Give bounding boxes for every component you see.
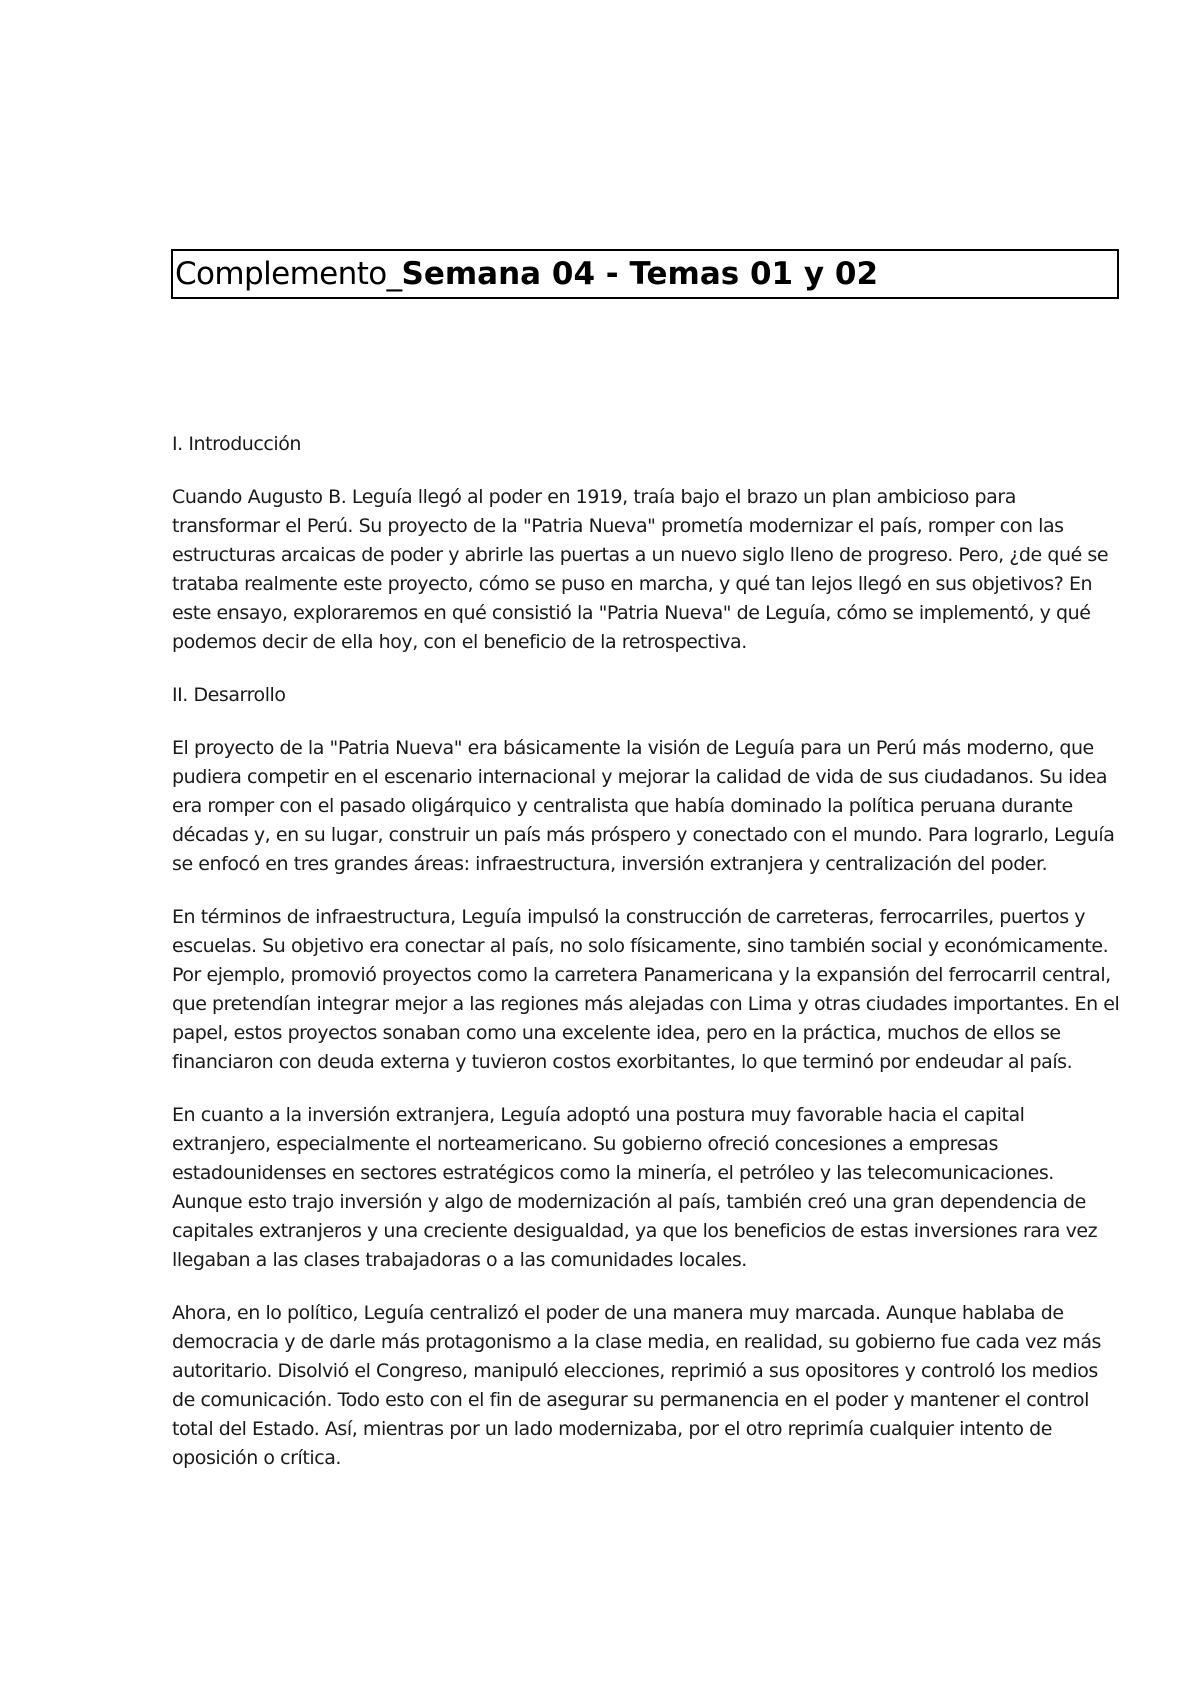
section-heading-desarrollo: II. Desarrollo	[172, 684, 286, 706]
paragraph: Cuando Augusto B. Leguía llegó al poder en 1919, traía bajo el brazo un plan ambicioso para transformar el Perú. Su proyecto de la "Patria Nueva" prometía modernizar el país, romper con las estructuras arcaicas de poder y abrirle las puertas a un nuevo siglo lleno de progreso. Pero, ¿de qué se trataba realmente este proyecto, cómo se puso en marcha, y qué tan lejos llegó en sus objetivos? En este ensayo, exploraremos en qué consistió la "Patria Nueva" de Leguía, cómo se implementó, y qué podemos decir de ella hoy, con el beneficio de la retrospectiva.	[172, 486, 1109, 653]
title-main: Semana 04 - Temas 01 y 02	[401, 256, 879, 292]
paragraph: El proyecto de la "Patria Nueva" era básicamente la visión de Leguía para un Perú más moderno, que pudiera competir en el escenario internacional y mejorar la calidad de vida de sus ciudadanos. Su idea era romper con el pasado oligárquico y centralista que había dominado la política peruana durante décadas y, en su lugar, construir un país más próspero y conectado con el mundo. Para lograrlo, Leguía se enfocó en tres grandes áreas: infraestructura, inversión extranjera y centralización del poder.	[172, 737, 1115, 875]
document-title	[171, 249, 1119, 299]
section-heading-introduccion: I. Introducción	[172, 433, 301, 455]
paragraph: Ahora, en lo político, Leguía centralizó el poder de una manera muy marcada. Aunque hablaba de democracia y de darle más protagonismo a la clase media, en realidad, su gobierno fue cada vez más autoritario. Disolvió el Congreso, manipuló elecciones, reprimió a sus opositores y controló los medios de comunicación. Todo esto con el fin de asegurar su permanencia en el poder y mantener el control total del Estado. Así, mientras por un lado modernizaba, por el otro reprimía cualquier intento de oposición o crítica.	[172, 1302, 1101, 1469]
title-prefix: Complemento_	[175, 256, 402, 292]
paragraph: En términos de infraestructura, Leguía impulsó la construcción de carreteras, ferrocarriles, puertos y escuelas. Su objetivo era conectar al país, no solo físicamente, sino también social y económicamente. Por ejemplo, promovió proyectos como la carretera Panamericana y la expansión del ferrocarril central, que pretendían integrar mejor a las regiones más alejadas con Lima y otras ciudades importantes. En el papel, estos proyectos sonaban como una excelente idea, pero en la práctica, muchos de ellos se financiaron con deuda externa y tuvieron costos exorbitantes, lo que terminó por endeudar al país.	[172, 906, 1120, 1073]
document-body	[172, 430, 1122, 1497]
paragraph: En cuanto a la inversión extranjera, Leguía adoptó una postura muy favorable hacia el capital extranjero, especialmente el norteamericano. Su gobierno ofreció concesiones a empresas estadounidenses en sectores estratégicos como la minería, el petróleo y las telecomunicaciones. Aunque esto trajo inversión y algo de modernización al país, también creó una gran dependencia de capitales extranjeros y una creciente desigualdad, ya que los beneficios de estas inversiones rara vez llegaban a las clases trabajadoras o a las comunidades locales.	[172, 1104, 1098, 1271]
